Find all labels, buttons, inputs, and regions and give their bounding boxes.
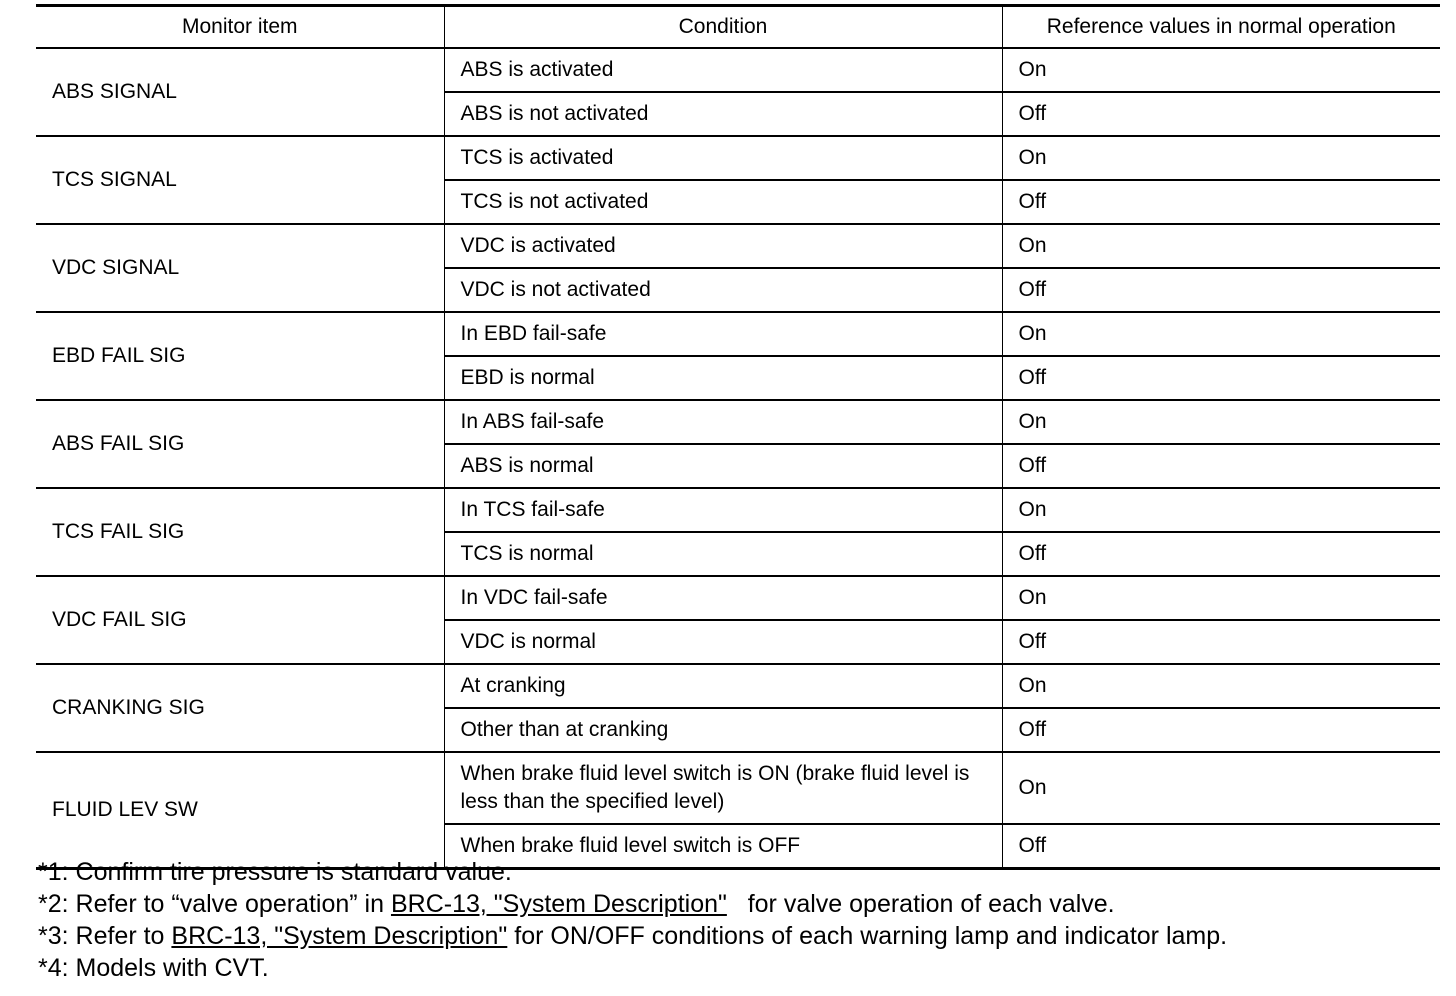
brc-13-system-description-link[interactable]: BRC-13, "System Description" <box>390 890 727 918</box>
reference-value-cell: On <box>1002 752 1440 824</box>
condition-cell: ABS is normal <box>444 444 1002 488</box>
footnote-4 <box>38 952 1448 984</box>
header-monitor-item: Monitor item <box>36 6 444 49</box>
reference-value-cell: On <box>1002 312 1440 356</box>
footnote-4-text: *4: Models with CVT. <box>38 954 269 982</box>
footnote-2-text: *2: Refer to “valve operation” in <box>38 890 391 918</box>
footnote-2 <box>38 888 1448 920</box>
brc-13-system-description-link[interactable]: BRC-13, "System Description" <box>171 922 508 950</box>
monitor-item-cell: VDC FAIL SIG <box>36 576 444 664</box>
reference-value-cell: Off <box>1002 444 1440 488</box>
monitor-item-cell: ABS FAIL SIG <box>36 400 444 488</box>
condition-cell: TCS is normal <box>444 532 1002 576</box>
table-header-row <box>36 6 1440 49</box>
reference-value-cell: Off <box>1002 708 1440 752</box>
condition-cell: ABS is not activated <box>444 92 1002 136</box>
condition-cell: TCS is not activated <box>444 180 1002 224</box>
reference-value-cell: On <box>1002 136 1440 180</box>
condition-cell: VDC is not activated <box>444 268 1002 312</box>
footnotes <box>38 856 1448 984</box>
condition-cell: EBD is normal <box>444 356 1002 400</box>
reference-value-cell: On <box>1002 576 1440 620</box>
condition-cell: ABS is activated <box>444 48 1002 92</box>
reference-value-cell: Off <box>1002 356 1440 400</box>
condition-cell: When brake fluid level switch is OFF <box>444 824 1002 869</box>
reference-value-cell: Off <box>1002 180 1440 224</box>
reference-value-cell: Off <box>1002 824 1440 869</box>
condition-cell: In EBD fail-safe <box>444 312 1002 356</box>
footnote-3 <box>38 920 1448 952</box>
table-row <box>36 312 1440 356</box>
footnote-2-text-end: for valve operation of each valve. <box>726 890 1115 918</box>
table-row <box>36 48 1440 92</box>
reference-value-cell: On <box>1002 48 1440 92</box>
condition-cell: In ABS fail-safe <box>444 400 1002 444</box>
table-row <box>36 224 1440 268</box>
reference-value-cell: On <box>1002 400 1440 444</box>
footnote-1-text: *1: Confirm tire pressure is standard value. <box>38 858 512 886</box>
footnote-3-text: *3: Refer to <box>38 922 172 950</box>
monitor-item-cell: CRANKING SIG <box>36 664 444 752</box>
condition-cell: In VDC fail-safe <box>444 576 1002 620</box>
monitor-item-cell: FLUID LEV SW <box>36 752 444 869</box>
monitor-table <box>36 4 1440 870</box>
condition-cell: VDC is normal <box>444 620 1002 664</box>
table-row <box>36 136 1440 180</box>
reference-value-cell: On <box>1002 664 1440 708</box>
reference-value-cell: On <box>1002 224 1440 268</box>
condition-cell: In TCS fail-safe <box>444 488 1002 532</box>
monitor-item-cell: TCS SIGNAL <box>36 136 444 224</box>
condition-cell: TCS is activated <box>444 136 1002 180</box>
header-reference-values: Reference values in normal operation <box>1002 6 1440 49</box>
condition-cell: At cranking <box>444 664 1002 708</box>
monitor-item-cell: EBD FAIL SIG <box>36 312 444 400</box>
table-row <box>36 488 1440 532</box>
reference-value-cell: Off <box>1002 620 1440 664</box>
header-condition: Condition <box>444 6 1002 49</box>
condition-cell: Other than at cranking <box>444 708 1002 752</box>
footnote-3-text-end: for ON/OFF conditions of each warning lamp and indicator lamp. <box>507 922 1228 950</box>
table-row <box>36 752 1440 824</box>
reference-value-cell: Off <box>1002 532 1440 576</box>
condition-cell: VDC is activated <box>444 224 1002 268</box>
reference-value-cell: Off <box>1002 92 1440 136</box>
table-row <box>36 400 1440 444</box>
monitor-item-cell: ABS SIGNAL <box>36 48 444 136</box>
footnote-1 <box>38 856 1448 888</box>
table-row <box>36 664 1440 708</box>
reference-value-cell: On <box>1002 488 1440 532</box>
table-row <box>36 576 1440 620</box>
reference-value-cell: Off <box>1002 268 1440 312</box>
monitor-item-cell: TCS FAIL SIG <box>36 488 444 576</box>
monitor-item-cell: VDC SIGNAL <box>36 224 444 312</box>
condition-cell: When brake fluid level switch is ON (brake fluid level is less than the specified level) <box>444 752 1002 824</box>
